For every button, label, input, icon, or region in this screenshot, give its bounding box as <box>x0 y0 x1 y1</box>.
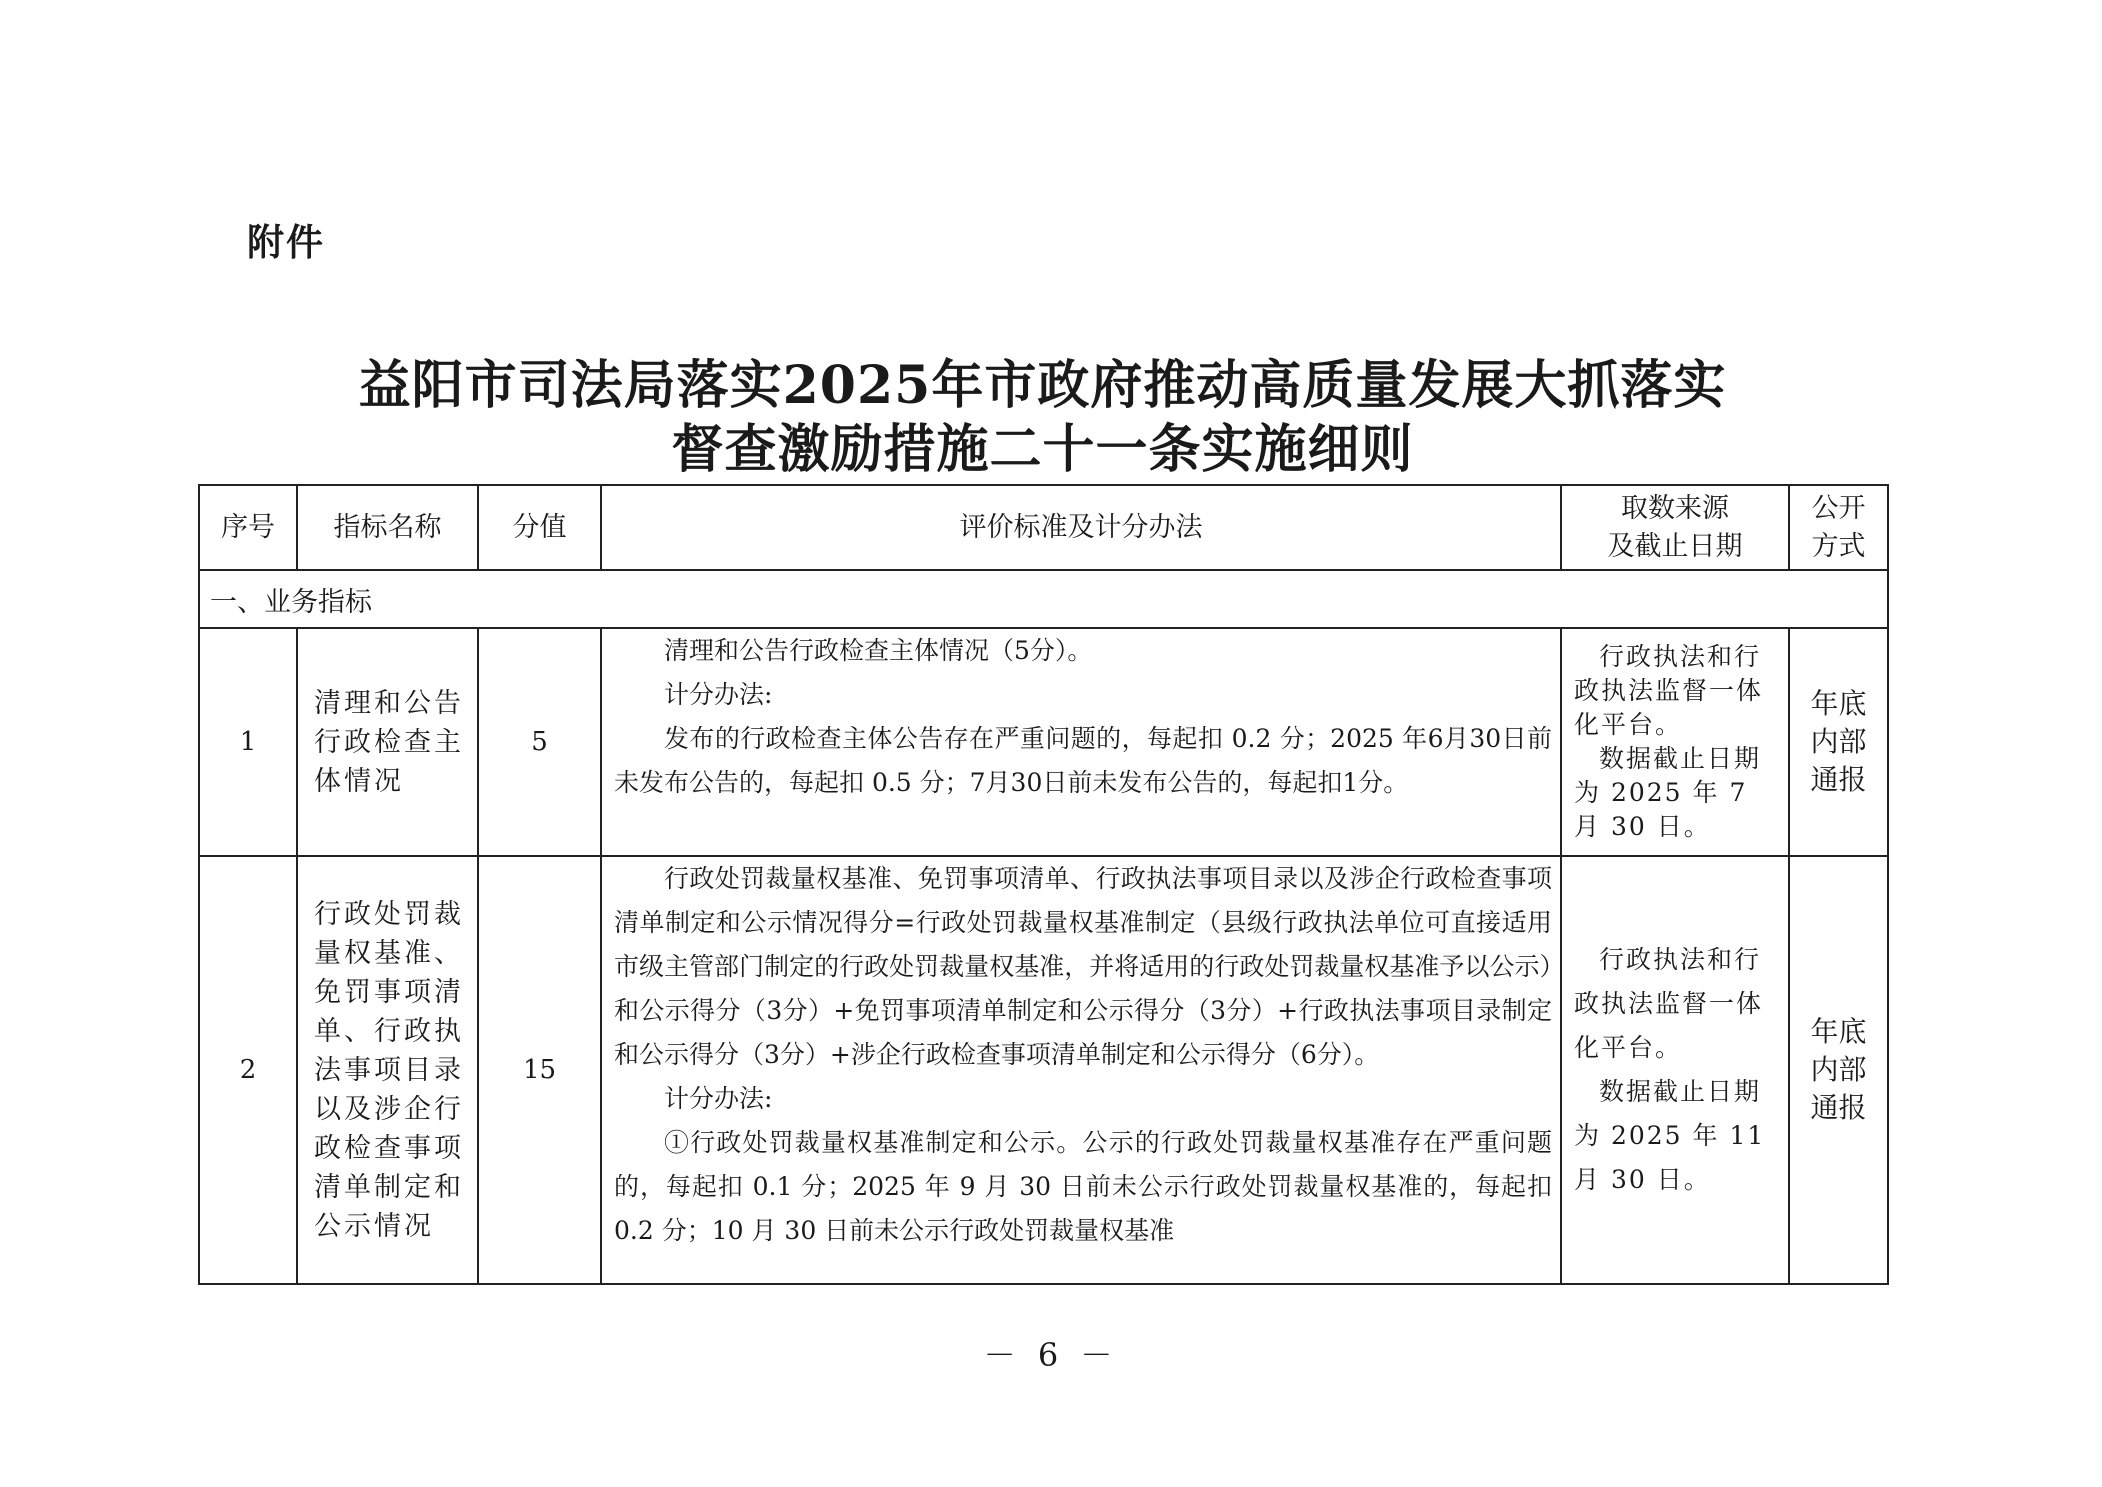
table-row <box>199 628 1888 856</box>
criteria-paragraph: ①行政处罚裁量权基准制定和公示。公示的行政处罚裁量权基准存在严重问题的，每起扣 0.1 分；2025 年 9 月 30 日前未公示行政处罚裁量权基准的，每起扣 0.2 分；10 月 30 日前未公示行政处罚裁量权基准 <box>614 1128 1552 1245</box>
source-paragraph: 数据截止日期为 2025 年 7 月 30 日。 <box>1574 744 1762 841</box>
criteria-paragraph: 计分办法: <box>664 680 773 709</box>
header-publish-line-1: 公开 <box>1811 492 1866 524</box>
header-source-line-1: 取数来源 <box>1621 492 1729 524</box>
criteria-paragraph: 行政处罚裁量权基准、免罚事项清单、行政执法事项目录以及涉企行政检查事项清单制定和公示情况得分=行政处罚裁量权基准制定（县级行政执法单位可直接适用市级主管部门制定的行政处罚裁量权基准，并将适用的行政处罚裁量权基准予以公示）和公示得分（3分）+免罚事项清单制定和公示得分（3分）+行政执法事项目录制定和公示得分（3分）+涉企行政检查事项清单制定和公示得分（6分）。 <box>614 864 1552 1069</box>
header-publish-line-2: 方式 <box>1811 530 1866 562</box>
table-row <box>199 856 1888 1284</box>
header-criteria: 评价标准及计分办法 <box>601 485 1561 570</box>
page-number: － 6 － <box>983 1336 1119 1374</box>
row-criteria <box>601 856 1561 1284</box>
row-indicator-name: 清理和公告行政检查主体情况 <box>297 628 478 856</box>
row-publish-method <box>1789 856 1888 1284</box>
header-score: 分值 <box>478 485 601 570</box>
row-criteria <box>601 628 1561 856</box>
row-seq: 1 <box>199 628 297 856</box>
header-source-line-2: 及截止日期 <box>1607 530 1743 562</box>
indicator-table <box>198 484 1889 1285</box>
attachment-label: 附件 <box>247 221 325 264</box>
table-header-row <box>199 485 1888 570</box>
publish-line: 通报 <box>1810 1091 1867 1124</box>
source-paragraph: 行政执法和行政执法监督一体化平台。 <box>1574 945 1764 1062</box>
header-publish <box>1789 485 1888 570</box>
source-paragraph: 数据截止日期为 2025 年 11 月 30 日。 <box>1574 1077 1766 1194</box>
publish-line: 内部 <box>1810 1053 1867 1086</box>
publish-line: 年底 <box>1810 687 1867 720</box>
header-seq: 序号 <box>199 485 297 570</box>
document-title-line-2: 督查激励措施二十一条实施细则 <box>671 419 1414 480</box>
header-name: 指标名称 <box>297 485 478 570</box>
row-source <box>1561 628 1789 856</box>
criteria-paragraph: 计分办法: <box>664 1084 773 1113</box>
source-paragraph: 行政执法和行政执法监督一体化平台。 <box>1574 642 1764 739</box>
section-title: 一、业务指标 <box>199 570 1888 628</box>
criteria-paragraph: 清理和公告行政检查主体情况（5分）。 <box>664 636 1093 665</box>
document-title-line-1: 益阳市司法局落实2025年市政府推动高质量发展大抓落实 <box>358 355 1727 416</box>
row-source <box>1561 856 1789 1284</box>
publish-line: 通报 <box>1810 763 1867 796</box>
row-seq: 2 <box>199 856 297 1284</box>
row-indicator-name: 行政处罚裁量权基准、免罚事项清单、行政执法事项目录以及涉企行政检查事项清单制定和公示情况 <box>297 856 478 1284</box>
publish-line: 内部 <box>1810 725 1867 758</box>
row-score: 15 <box>478 856 601 1284</box>
header-source <box>1561 485 1789 570</box>
row-publish-method <box>1789 628 1888 856</box>
criteria-paragraph: 发布的行政检查主体公告存在严重问题的，每起扣 0.2 分；2025 年6月30日前未发布公告的，每起扣 0.5 分；7月30日前未发布公告的，每起扣1分。 <box>614 724 1552 797</box>
row-score: 5 <box>478 628 601 856</box>
publish-line: 年底 <box>1810 1015 1867 1048</box>
section-row <box>199 570 1888 628</box>
